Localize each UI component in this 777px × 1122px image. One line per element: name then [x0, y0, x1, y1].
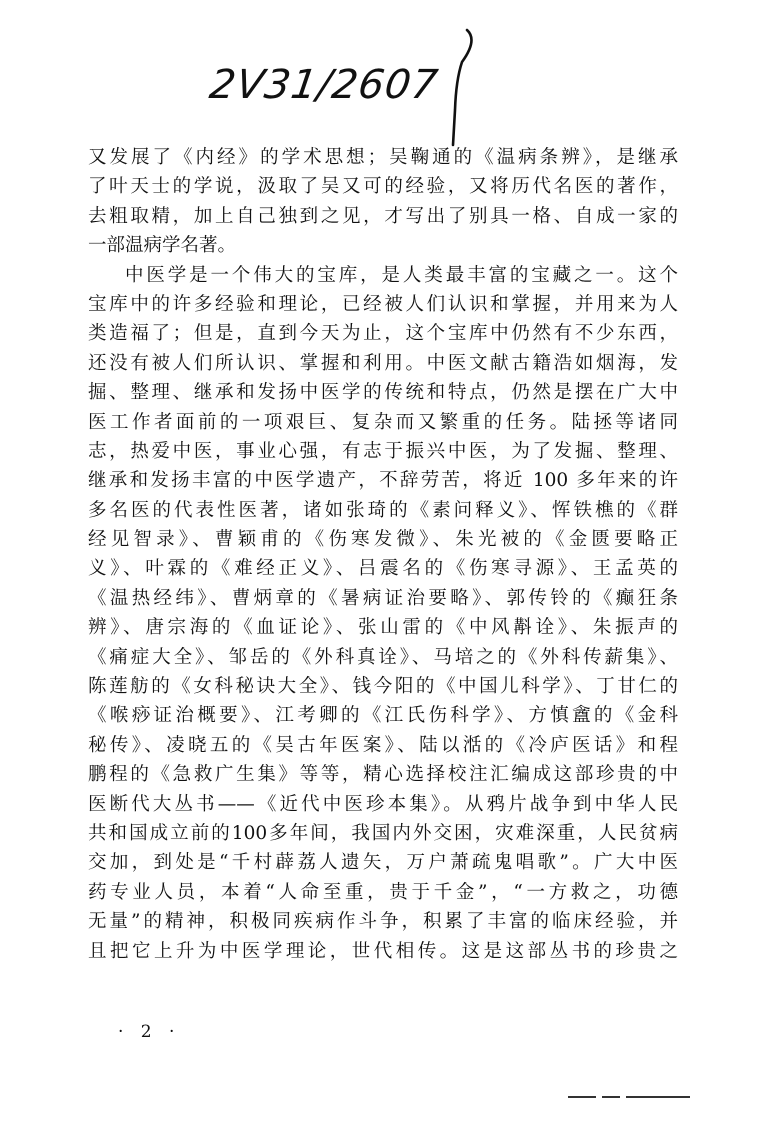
text-line: 继承和发扬丰富的中医学遗产，不辞劳苦，将近 100 多年来的许 [88, 470, 678, 492]
text-line: 类造福了；但是，直到今天为止，这个宝库中仍然有不少东西， [88, 323, 678, 345]
text-line: 义》、叶霖的《难经正义》、吕震名的《伤寒寻源》、王孟英的 [88, 558, 678, 580]
text-line: 去粗取精，加上自己独到之见，才写出了别具一格、自成一家的 [88, 205, 678, 227]
body-text [88, 143, 678, 966]
text-line: 志，热爱中医，事业心强，有志于振兴中医，为了发掘、整理、 [88, 440, 678, 462]
text-line: 了叶天士的学说，汲取了吴又可的经验，又将历代名医的著作， [88, 176, 678, 198]
text-line: 宝库中的许多经验和理论，已经被人们认识和掌握，并用来为人 [88, 293, 678, 315]
text-line: 交加，到处是“千村薜荔人遗矢，万户萧疏鬼唱歌”。广大中医 [88, 852, 678, 874]
text-line: 鹏程的《急救广生集》等等，精心选择校注汇编成这部珍贵的中 [88, 764, 678, 786]
scan-edge-dash [626, 1096, 690, 1098]
text-line: 《痛症大全》、邹岳的《外科真诠》、马培之的《外科传薪集》、 [88, 646, 678, 668]
text-line: 共和国成立前的100多年间，我国内外交困，灾难深重，人民贫病 [88, 822, 678, 844]
page-number: · 2 · [118, 1022, 181, 1042]
text-line: 中医学是一个伟大的宝库，是人类最丰富的宝藏之一。这个 [125, 264, 678, 286]
text-line: 且把它上升为中医学理论，世代相传。这是这部丛书的珍贵之 [88, 940, 678, 962]
text-line: 陈莲舫的《女科秘诀大全》、钱今阳的《中国儿科学》、丁甘仁的 [88, 676, 678, 698]
text-line: 掘、整理、继承和发扬中医学的传统和特点，仍然是摆在广大中 [88, 382, 678, 404]
text-line: 《温热经纬》、曹炳章的《暑病证治要略》、郭传铃的《癫狂条 [88, 587, 678, 609]
text-line: 医工作者面前的一项艰巨、复杂而又繁重的任务。陆拯等诸同 [88, 411, 678, 433]
text-line: 一部温病学名著。 [88, 235, 237, 257]
text-line: 无量”的精神，积极同疾病作斗争，积累了丰富的临床经验，并 [88, 911, 678, 933]
text-line: 经见智录》、曹颖甫的《伤寒发微》、朱光被的《金匮要略正 [88, 529, 678, 551]
text-line: 辨》、唐宗海的《血证论》、张山雷的《中风斠诠》、朱振声的 [88, 617, 678, 639]
text-line: 医断代大丛书——《近代中医珍本集》。从鸦片战争到中华人民 [88, 793, 678, 815]
text-line: 多名医的代表性医著，诸如张琦的《素问释义》、恽铁樵的《群 [88, 499, 678, 521]
text-line: 又发展了《内经》的学术思想；吴鞠通的《温病条辨》，是继承 [88, 147, 678, 168]
scan-edge-dash [602, 1096, 620, 1098]
text-line: 《喉痧证治概要》、江考卿的《江氏伤科学》、方慎盦的《金科 [88, 705, 678, 727]
text-line: 秘传》、凌晓五的《吴古年医案》、陆以湉的《冷庐医话》和程 [88, 734, 678, 756]
handwritten-annotation: 2V31/2607 [206, 62, 442, 108]
text-line: 还没有被人们所认识、掌握和利用。中医文献古籍浩如烟海，发 [88, 352, 678, 374]
scan-edge-dash [568, 1096, 596, 1098]
text-line: 药专业人员，本着“人命至重，贵于千金”，“一方救之，功德 [88, 881, 678, 903]
